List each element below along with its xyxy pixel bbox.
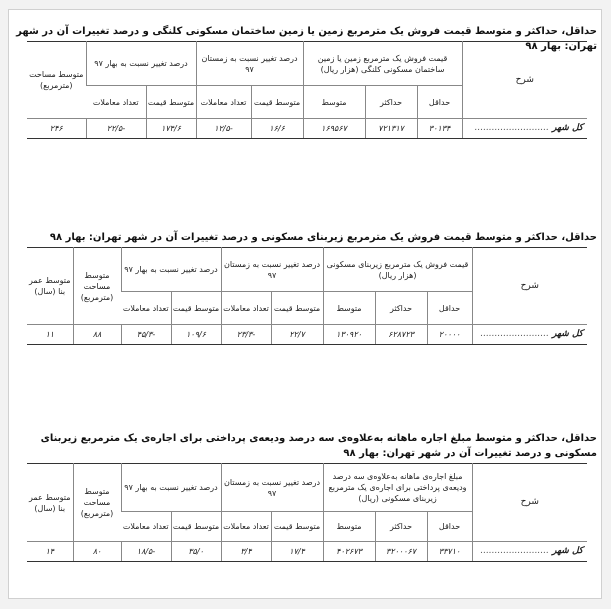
spring-transactions-change: -۴۵/۳: [121, 325, 171, 345]
price-group-header: مبلغ اجاره‌ی ماهانه به‌علاوه‌ی سه درصد ودیعه‌ی پرداختی برای اجاره‌ی یک مترمربع زیربنای مسکونی (ریال): [323, 464, 472, 512]
row-label: کل شهر ........................: [472, 542, 587, 562]
max-value: ۳۲۰۰۰۶۷: [375, 542, 427, 562]
sharh-header: شرح: [472, 464, 587, 542]
min-header: حداقل: [417, 86, 462, 119]
change-winter-header: درصد تغییر نسبت به زمستان ۹۷: [221, 464, 323, 512]
sharh-header: شرح: [462, 42, 587, 119]
document-page: [8, 9, 602, 599]
change-spring-header: درصد تغییر نسبت به بهار ۹۷: [86, 42, 196, 86]
avg-age-header: متوسط عمر بنا (سال): [27, 248, 73, 325]
avg-area-value: ۸۸: [73, 325, 121, 345]
section3-table: [27, 463, 587, 562]
price-group-header: قیمت فروش یک مترمربع زمین یا زمین ساختمان مسکونی کلنگی (هزار ریال): [303, 42, 462, 86]
spring-price-change: ۱۰۹/۶: [171, 325, 221, 345]
avg-price-header: متوسط قیمت: [171, 292, 221, 325]
min-header: حداقل: [427, 512, 472, 542]
section2-table: [27, 247, 587, 345]
min-value: ۲۰۰۰۰: [427, 325, 472, 345]
avg-age-value: ۱۴: [27, 542, 73, 562]
avg-value: ۱۶۹۵۶۷: [303, 119, 365, 139]
avg-price-header: متوسط قیمت: [146, 86, 196, 119]
min-value: ۳۳۷۱۰: [427, 542, 472, 562]
max-header: حداکثر: [365, 86, 417, 119]
change-spring-header: درصد تغییر نسبت به بهار ۹۷: [121, 464, 221, 512]
section1-title: حداقل، حداکثر و متوسط قیمت فروش یک مترمربع زمین یا زمین ساختمان مسکونی کلنگی و درصد تغییرات آن در شهر تهران: بهار ۹۸: [16, 26, 597, 52]
row-label: کل شهر ..........................: [462, 119, 587, 139]
avg-header: متوسط: [303, 86, 365, 119]
spring-transactions-change: -۱۸/۵: [121, 542, 171, 562]
spring-transactions-change: -۲۲/۵: [86, 119, 146, 139]
avg-price-header: متوسط قیمت: [251, 86, 303, 119]
winter-price-change: ۲۲/۷: [271, 325, 323, 345]
spring-price-change: ۳۵/۰: [171, 542, 221, 562]
winter-price-change: ۱۷/۴: [271, 542, 323, 562]
avg-value: ۴۰۲۶۷۳: [323, 542, 375, 562]
winter-price-change: ۱۶/۶: [251, 119, 303, 139]
avg-area-value: ۸۰: [73, 542, 121, 562]
avg-area-header: متوسط مساحت (مترمربع): [73, 248, 121, 325]
table-row: [27, 119, 587, 139]
min-value: ۳۰۱۳۴: [417, 119, 462, 139]
max-value: ۷۲۱۳۱۷: [365, 119, 417, 139]
transactions-header: تعداد معاملات: [221, 512, 271, 542]
transactions-header: تعداد معاملات: [121, 512, 171, 542]
max-header: حداکثر: [375, 292, 427, 325]
change-winter-header: درصد تغییر نسبت به زمستان ۹۷: [221, 248, 323, 292]
section1-table: [27, 41, 587, 139]
avg-value: ۱۳۰۹۲۰: [323, 325, 375, 345]
avg-age-value: ۱۱: [27, 325, 73, 345]
transactions-header: تعداد معاملات: [121, 292, 171, 325]
table-row: [27, 542, 587, 562]
min-header: حداقل: [427, 292, 472, 325]
avg-area-header: متوسط مساحت (مترمربع): [73, 464, 121, 542]
section3-title: حداقل، حداکثر و متوسط مبلغ اجاره ماهانه به‌علاوه‌ی سه درصد ودیعه‌ی پرداختی برای اجاره‌ی یک مترمربع زیربنای مسکونی و درصد تغییرات آن در شهر تهران: بهار ۹۸: [40, 433, 597, 459]
section2-title: حداقل، حداکثر و متوسط قیمت فروش یک مترمربع زیربنای مسکونی و درصد تغییرات آن در شهر تهران: بهار ۹۸: [49, 232, 597, 243]
winter-transactions-change: -۱۲/۵: [196, 119, 251, 139]
sharh-header: شرح: [472, 248, 587, 325]
winter-transactions-change: ۳/۴: [221, 542, 271, 562]
price-group-header: قیمت فروش یک مترمربع زیربنای مسکونی (هزار ریال): [323, 248, 472, 292]
row-label: کل شهر ........................: [472, 325, 587, 345]
avg-price-header: متوسط قیمت: [171, 512, 221, 542]
transactions-header: تعداد معاملات: [196, 86, 251, 119]
avg-header: متوسط: [323, 512, 375, 542]
avg-age-header: متوسط عمر بنا (سال): [27, 464, 73, 542]
avg-area-value: ۲۴۶: [27, 119, 86, 139]
transactions-header: تعداد معاملات: [86, 86, 146, 119]
spring-price-change: ۱۷۴/۶: [146, 119, 196, 139]
change-winter-header: درصد تغییر نسبت به زمستان ۹۷: [196, 42, 303, 86]
avg-price-header: متوسط قیمت: [271, 292, 323, 325]
avg-header: متوسط: [323, 292, 375, 325]
max-header: حداکثر: [375, 512, 427, 542]
avg-price-header: متوسط قیمت: [271, 512, 323, 542]
max-value: ۶۲۸۷۲۳: [375, 325, 427, 345]
change-spring-header: درصد تغییر نسبت به بهار ۹۷: [121, 248, 221, 292]
table-row: [27, 325, 587, 345]
avg-area-header: متوسط مساحت (مترمربع): [27, 42, 86, 119]
transactions-header: تعداد معاملات: [221, 292, 271, 325]
winter-transactions-change: -۲۳/۳: [221, 325, 271, 345]
